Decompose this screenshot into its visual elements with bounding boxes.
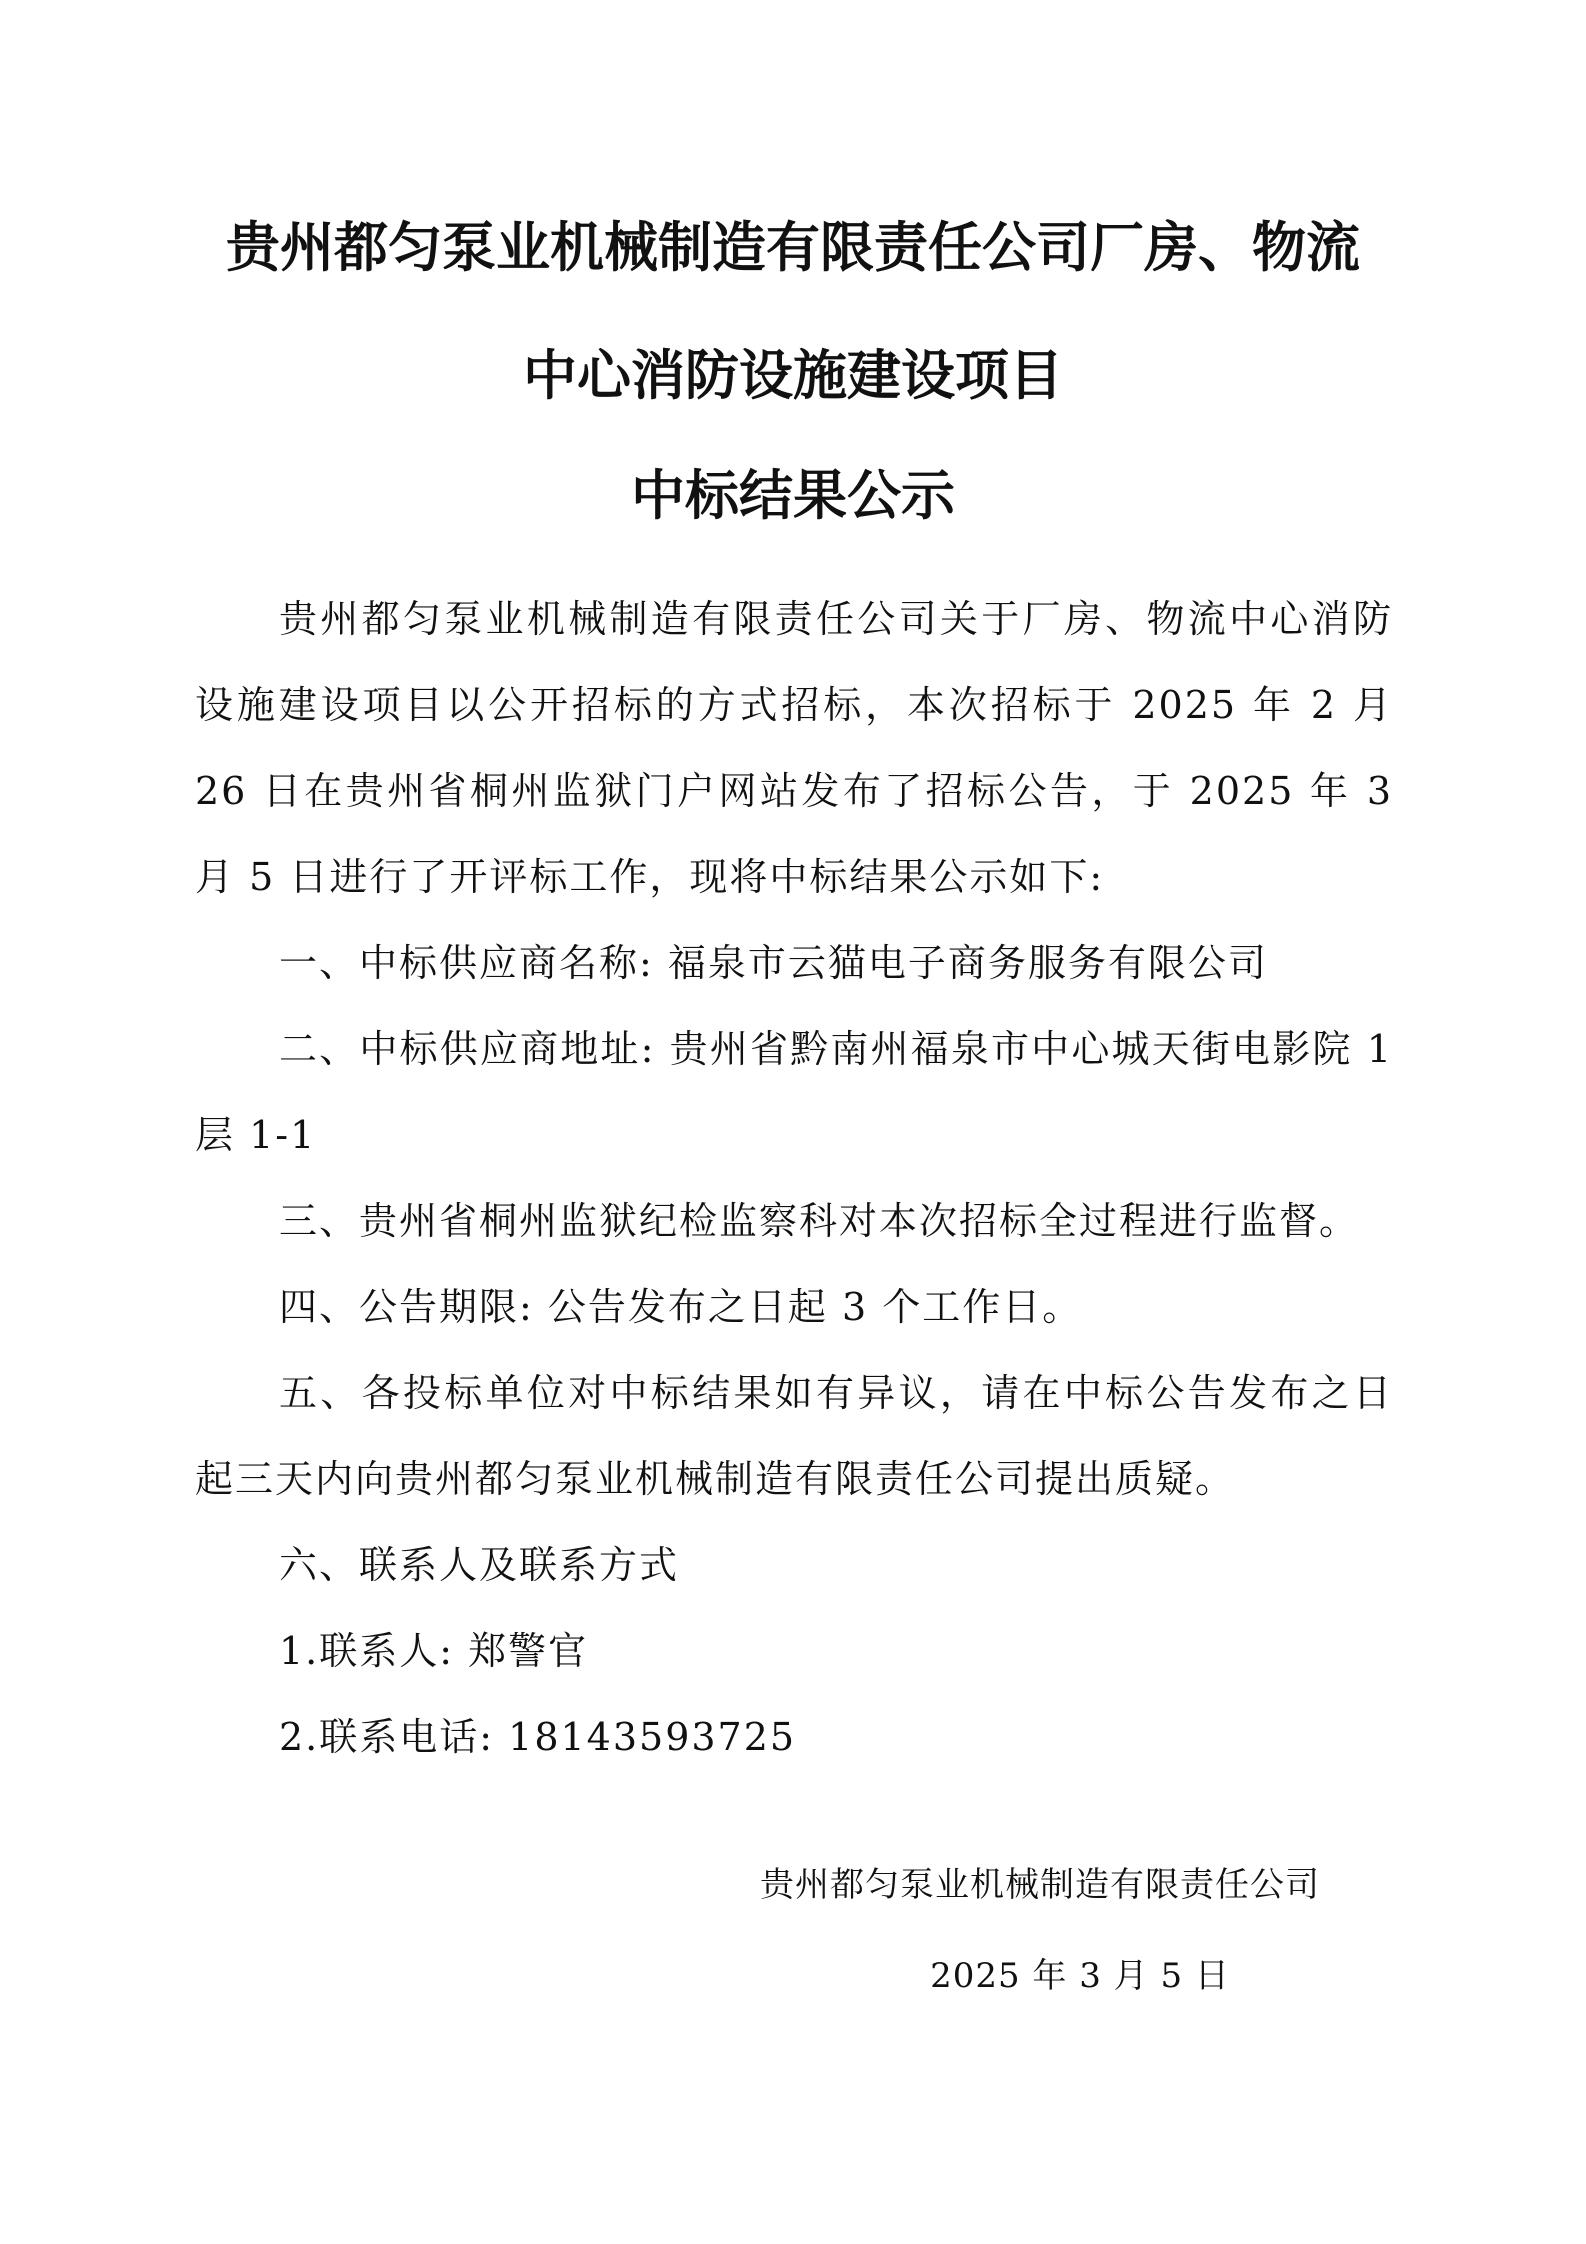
contact-person: 1.联系人: 郑警官 xyxy=(279,1629,589,1673)
signature-date: 2025 年 3 月 5 日 xyxy=(930,1956,1230,1996)
winning-supplier-name: 一、中标供应商名称: 福泉市云猫电子商务服务有限公司 xyxy=(279,941,1268,985)
objection-notice: 五、各投标单位对中标结果如有异议，请在中标公告发布之日起三天内向贵州都匀泵业机械制造有限责任公司提出质疑。 xyxy=(195,1371,1393,1501)
document-title-line-2: 中心消防设施建设项目 xyxy=(523,344,1063,407)
signature-company: 贵州都匀泵业机械制造有限责任公司 xyxy=(760,1865,1320,1905)
announcement-period: 四、公告期限: 公告发布之日起 3 个工作日。 xyxy=(279,1285,1083,1329)
intro-paragraph: 贵州都匀泵业机械制造有限责任公司关于厂房、物流中心消防设施建设项目以公开招标的方式招标，本次招标于 2025 年 2 月 26 日在贵州省桐州监狱门户网站发布了招标公告，于 2025 年 3 月 5 日进行了开评标工作，现将中标结果公示如下: xyxy=(195,597,1393,899)
winning-supplier-address: 二、中标供应商地址: 贵州省黔南州福泉市中心城天街电影院 1 层 1-1 xyxy=(195,1027,1393,1157)
contact-heading: 六、联系人及联系方式 xyxy=(279,1543,680,1587)
document-title-line-1: 贵州都匀泵业机械制造有限责任公司厂房、物流 xyxy=(226,216,1360,279)
contact-phone: 2.联系电话: 18143593725 xyxy=(279,1715,797,1759)
supervision-statement: 三、贵州省桐州监狱纪检监察科对本次招标全过程进行监督。 xyxy=(279,1199,1360,1243)
document-title-line-3: 中标结果公示 xyxy=(631,464,955,527)
